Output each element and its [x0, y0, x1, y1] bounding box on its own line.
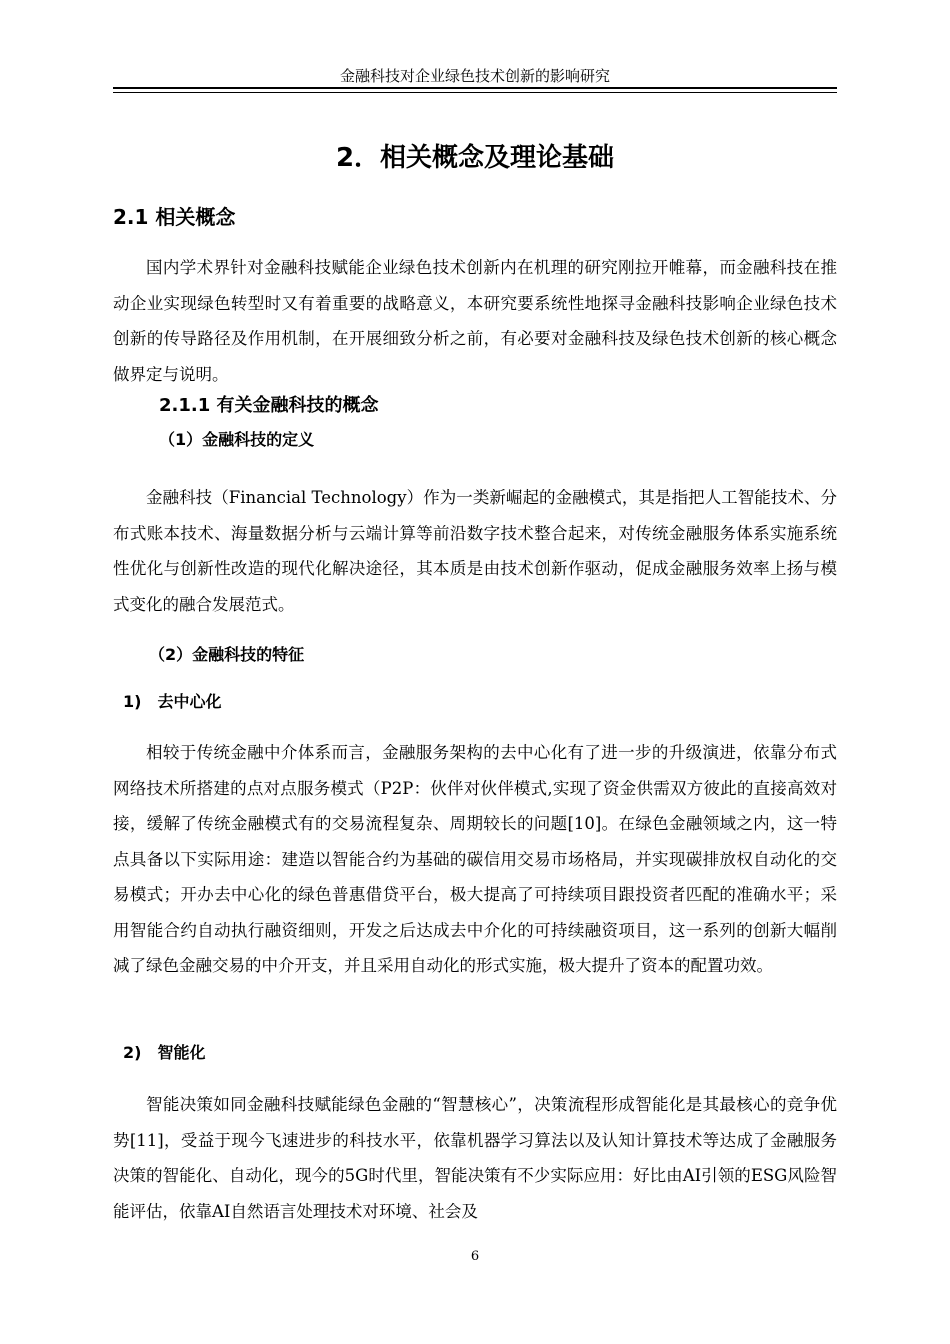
- header-rule-thick: [113, 87, 837, 89]
- feature-1-paragraph: 相较于传统金融中介体系而言，金融服务架构的去中心化有了进一步的升级演进，依靠分布式网络技术所搭建的点对点服务模式（P2P：伙伴对伙伴模式,实现了资金供需双方彼此的直接高效对接，缓解了传统金融模式有的交易流程复杂、周期较长的问题[10]。在绿色金融领域之内，这一特点具备以下实际用途：建造以智能合约为基础的碳信用交易市场格局，并实现碳排放权自动化的交易模式；开办去中心化的绿色普惠借贷平台，极大提高了可持续项目跟投资者匹配的准确水平；采用智能合约自动执行融资细则，开发之后达成去中介化的可持续融资项目，这一系列的创新大幅削减了绿色金融交易的中介开支，并且采用自动化的形式实施，极大提升了资本的配置功效。: [113, 743, 837, 975]
- feature-2-paragraph: 智能决策如同金融科技赋能绿色金融的“智慧核心”，决策流程形成智能化是其最核心的竞争优势[11]，受益于现今飞速进步的科技水平，依靠机器学习算法以及认知计算技术等达成了金融服务决策的智能化、自动化，现今的5G时代里，智能决策有不少实际应用：好比由AI引领的ESG风险智能评估，依靠AI自然语言处理技术对环境、社会及: [113, 1095, 837, 1221]
- definition-heading: （1）金融科技的定义: [159, 430, 315, 449]
- page-number: 6: [470, 1249, 480, 1264]
- definition-paragraph: 金融科技（Financial Technology）作为一类新崛起的金融模式，其是指把人工智能技术、分布式账本技术、海量数据分析与云端计算等前沿数字技术整合起来，对传统金融服务体系实施系统性优化与创新性改造的现代化解决途径，其本质是由技术创新作驱动，促成金融服务效率上扬与模式变化的融合发展范式。: [113, 488, 837, 614]
- header-rule-thin: [113, 92, 837, 93]
- chapter-title: 2．相关概念及理论基础: [335, 143, 615, 173]
- feature-1-heading: 1) 去中心化: [123, 692, 222, 711]
- section-heading: 2.1 相关概念: [113, 205, 236, 229]
- subsection-heading: 2.1.1 有关金融科技的概念: [159, 395, 379, 416]
- features-heading: （2）金融科技的特征: [149, 645, 305, 664]
- section-intro-paragraph: 国内学术界针对金融科技赋能企业绿色技术创新内在机理的研究刚拉开帷幕，而金融科技在推动企业实现绿色转型时又有着重要的战略意义，本研究要系统性地探寻金融科技影响企业绿色技术创新的传导路径及作用机制，在开展细致分析之前，有必要对金融科技及绿色技术创新的核心概念做界定与说明。: [113, 258, 837, 384]
- feature-2-heading: 2) 智能化: [123, 1043, 206, 1062]
- running-header: 金融科技对企业绿色技术创新的影响研究: [339, 67, 610, 85]
